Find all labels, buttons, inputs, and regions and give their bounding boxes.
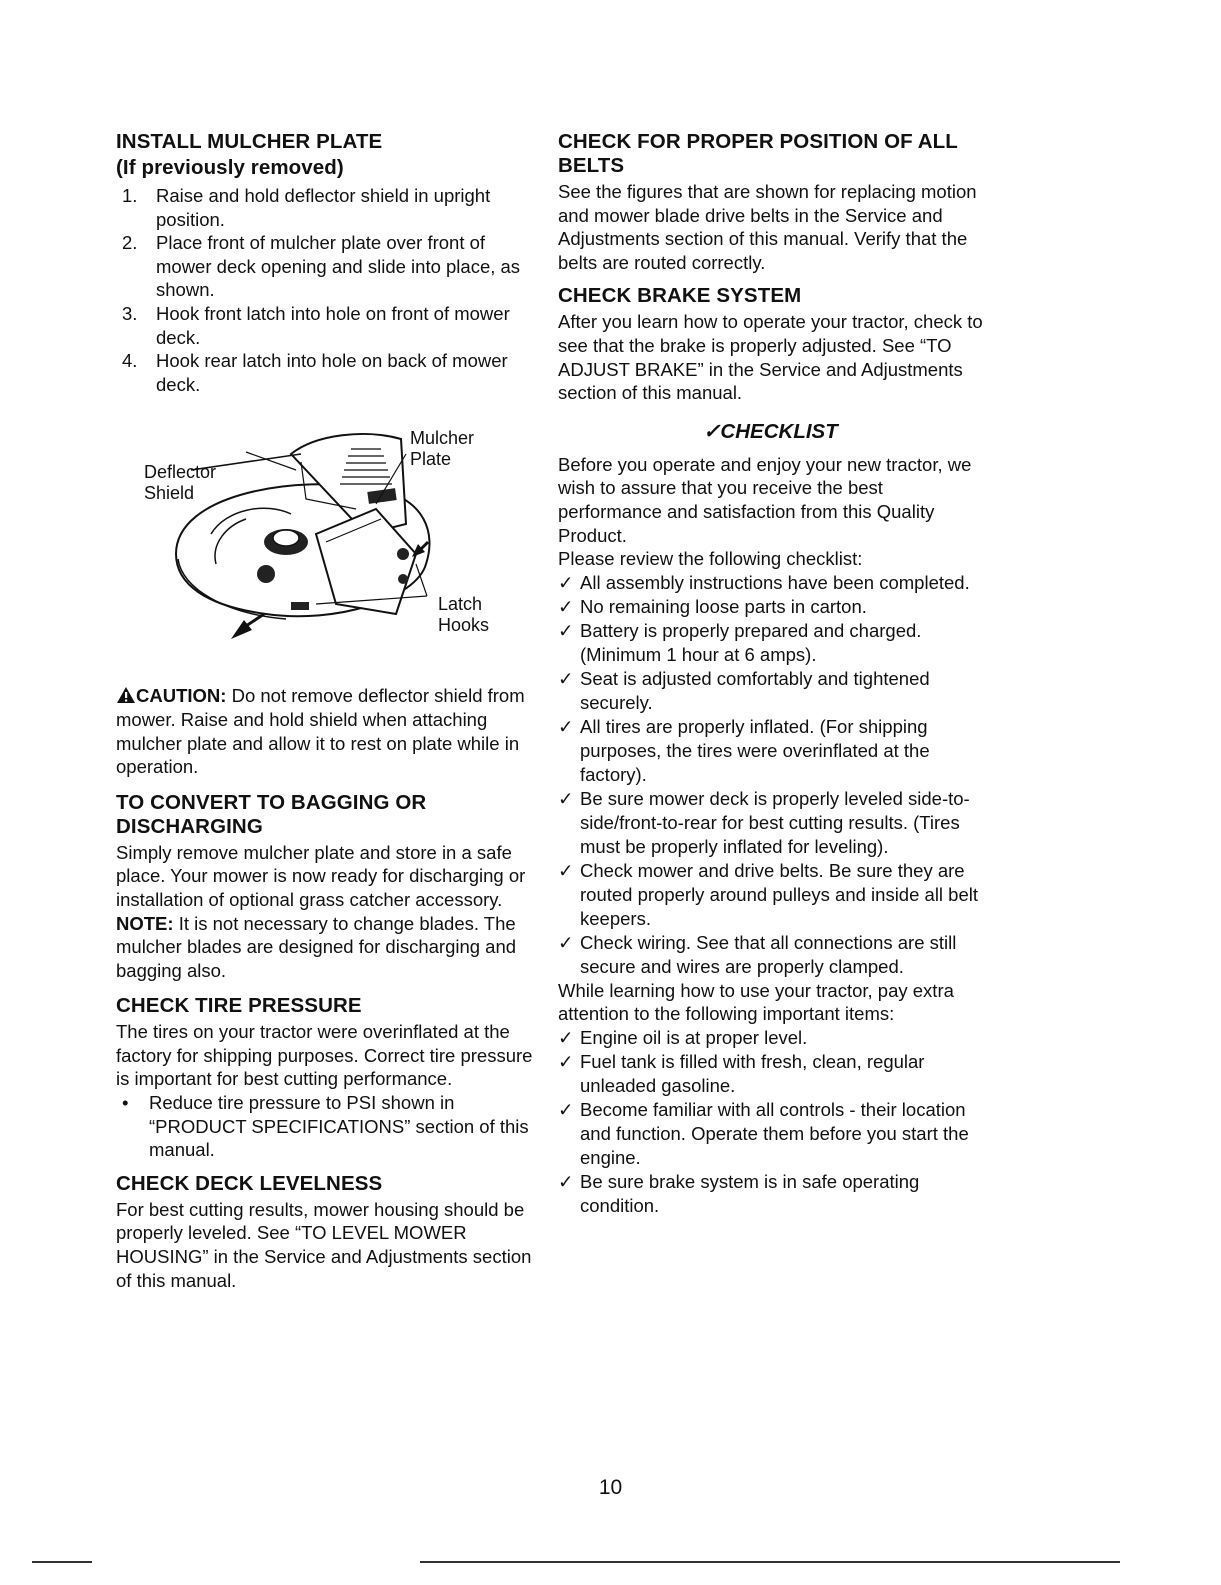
mulcher-heading-line1: INSTALL MULCHER PLATE bbox=[116, 130, 383, 153]
list-item: ✓ Battery is properly prepared and charged. (Minimum 1 hour at 6 amps). bbox=[558, 619, 922, 665]
tire-heading: CHECK TIRE PRESSURE bbox=[116, 994, 362, 1018]
checklist-while-text: While learning how to use your tractor, pay extra attention to the following important items: bbox=[558, 979, 954, 1025]
right-column bbox=[558, 130, 983, 1218]
convert-heading: TO CONVERT TO BAGGING OR DISCHARGING bbox=[116, 790, 427, 838]
list-item: ✓ All assembly instructions have been completed. bbox=[558, 571, 970, 593]
latch-hooks-label: Latch Hooks bbox=[438, 594, 490, 636]
deck-body: For best cutting results, mower housing should be properly leveled. See “TO LEVEL MOWER HOUSING” in the Service and Adjustments section of this manual. bbox=[116, 1198, 532, 1291]
list-item: ✓ Be sure brake system is in safe operating condition. bbox=[558, 1170, 920, 1216]
deck-heading: CHECK DECK LEVELNESS bbox=[116, 1171, 383, 1195]
list-item: ✓ Fuel tank is filled with fresh, clean, regular unleaded gasoline. bbox=[558, 1050, 925, 1096]
checklist-items-important bbox=[558, 1026, 983, 1218]
convert-note bbox=[116, 912, 536, 983]
check-icon: ✓ bbox=[558, 931, 574, 953]
list-item: ✓ No remaining loose parts in carton. bbox=[558, 595, 867, 617]
check-icon: ✓ bbox=[558, 595, 574, 617]
mulcher-plate-figure bbox=[116, 414, 536, 664]
list-item: ✓ Seat is adjusted comfortably and tightened securely. bbox=[558, 667, 930, 713]
mulcher-steps bbox=[116, 184, 536, 396]
warning-triangle-icon bbox=[116, 686, 136, 704]
list-item: ✓ Check mower and drive belts. Be sure they are routed properly around pulleys and inside all belt keepers. bbox=[558, 859, 979, 929]
check-icon: ✓ bbox=[558, 787, 574, 809]
mulcher-heading-line2: (If previously removed) bbox=[116, 156, 344, 179]
list-item: ✓ Engine oil is at proper level. bbox=[558, 1026, 808, 1048]
checklist-review: Please review the following checklist: bbox=[558, 548, 863, 570]
bottom-rule-left bbox=[32, 1561, 92, 1563]
checklist-title: ✓CHECKLIST bbox=[703, 419, 838, 443]
caution-text: Do not remove deflector shield from mower. Raise and hold shield when attaching mulcher plate and allow it to rest on plate while in operation. bbox=[116, 685, 525, 778]
belts-heading: CHECK FOR PROPER POSITION OF ALL BELTS bbox=[558, 130, 958, 177]
left-column bbox=[116, 130, 536, 1292]
caution-label: CAUTION: bbox=[136, 685, 227, 707]
list-item: • Reduce tire pressure to PSI shown in “PRODUCT SPECIFICATIONS” section of this manual. bbox=[122, 1092, 529, 1161]
checklist-items bbox=[558, 571, 983, 979]
check-icon: ✓ bbox=[558, 1050, 574, 1072]
list-item: 2. Place front of mulcher plate over front of mower deck opening and slide into place, as shown. bbox=[122, 232, 521, 301]
check-icon: ✓ bbox=[558, 571, 574, 593]
convert-body: Simply remove mulcher plate and store in a safe place. Your mower is now ready for discharging or installation of optional grass catcher accessory. bbox=[116, 841, 526, 910]
check-icon: ✓ bbox=[558, 715, 574, 737]
check-icon: ✓ bbox=[558, 1170, 574, 1192]
bottom-rule-right bbox=[420, 1561, 1120, 1563]
checklist-intro: Before you operate and enjoy your new tractor, we wish to assure that you receive the best performance and satisfaction from this Quality Product. bbox=[558, 453, 972, 546]
brake-body: After you learn how to operate your tractor, check to see that the brake is properly adjusted. See “TO ADJUST BRAKE” in the Service and Adjustments section of this manual. bbox=[558, 311, 983, 404]
list-item: ✓ All tires are properly inflated. (For shipping purposes, the tires were overinflated at the factory). bbox=[558, 715, 930, 785]
list-item: ✓ Check wiring. See that all connections are still secure and wires are properly clamped. bbox=[558, 931, 957, 977]
check-icon: ✓ bbox=[558, 619, 574, 641]
check-icon: ✓ bbox=[558, 667, 574, 689]
check-icon: ✓ bbox=[558, 1098, 574, 1120]
tire-body: The tires on your tractor were overinflated at the factory for shipping purposes. Correct tire pressure is important for best cutting performance. bbox=[116, 1021, 533, 1090]
check-icon: ✓ bbox=[558, 1026, 574, 1048]
list-item: 3. Hook front latch into hole on front of mower deck. bbox=[122, 302, 510, 348]
mulcher-plate-label: Mulcher Plate bbox=[410, 428, 475, 470]
deflector-shield-label: Deflector Shield bbox=[144, 462, 217, 504]
check-icon: ✓ bbox=[558, 859, 574, 881]
list-item: 1. Raise and hold deflector shield in upright position. bbox=[122, 185, 491, 230]
list-item: 4. Hook rear latch into hole on back of mower deck. bbox=[122, 350, 508, 395]
belts-body: See the figures that are shown for replacing motion and mower blade drive belts in the Service and Adjustments section of this manual. Verify that the belts are routed correctly. bbox=[558, 181, 977, 273]
brake-heading: CHECK BRAKE SYSTEM bbox=[558, 284, 802, 308]
note-text: It is not necessary to change blades. The mulcher blades are designed for discharging and bagging also. bbox=[116, 912, 517, 981]
note-label: NOTE: bbox=[116, 912, 174, 934]
page-number: 10 bbox=[598, 1476, 623, 1499]
tire-bullets bbox=[116, 1091, 536, 1162]
list-item: ✓ Become familiar with all controls - their location and function. Operate them before you start the engine. bbox=[558, 1098, 969, 1168]
list-item: ✓ Be sure mower deck is properly leveled side-to-side/front-to-rear for best cutting results. (Tires must be properly inflated for leveling). bbox=[558, 787, 970, 857]
caution-paragraph bbox=[116, 684, 536, 778]
